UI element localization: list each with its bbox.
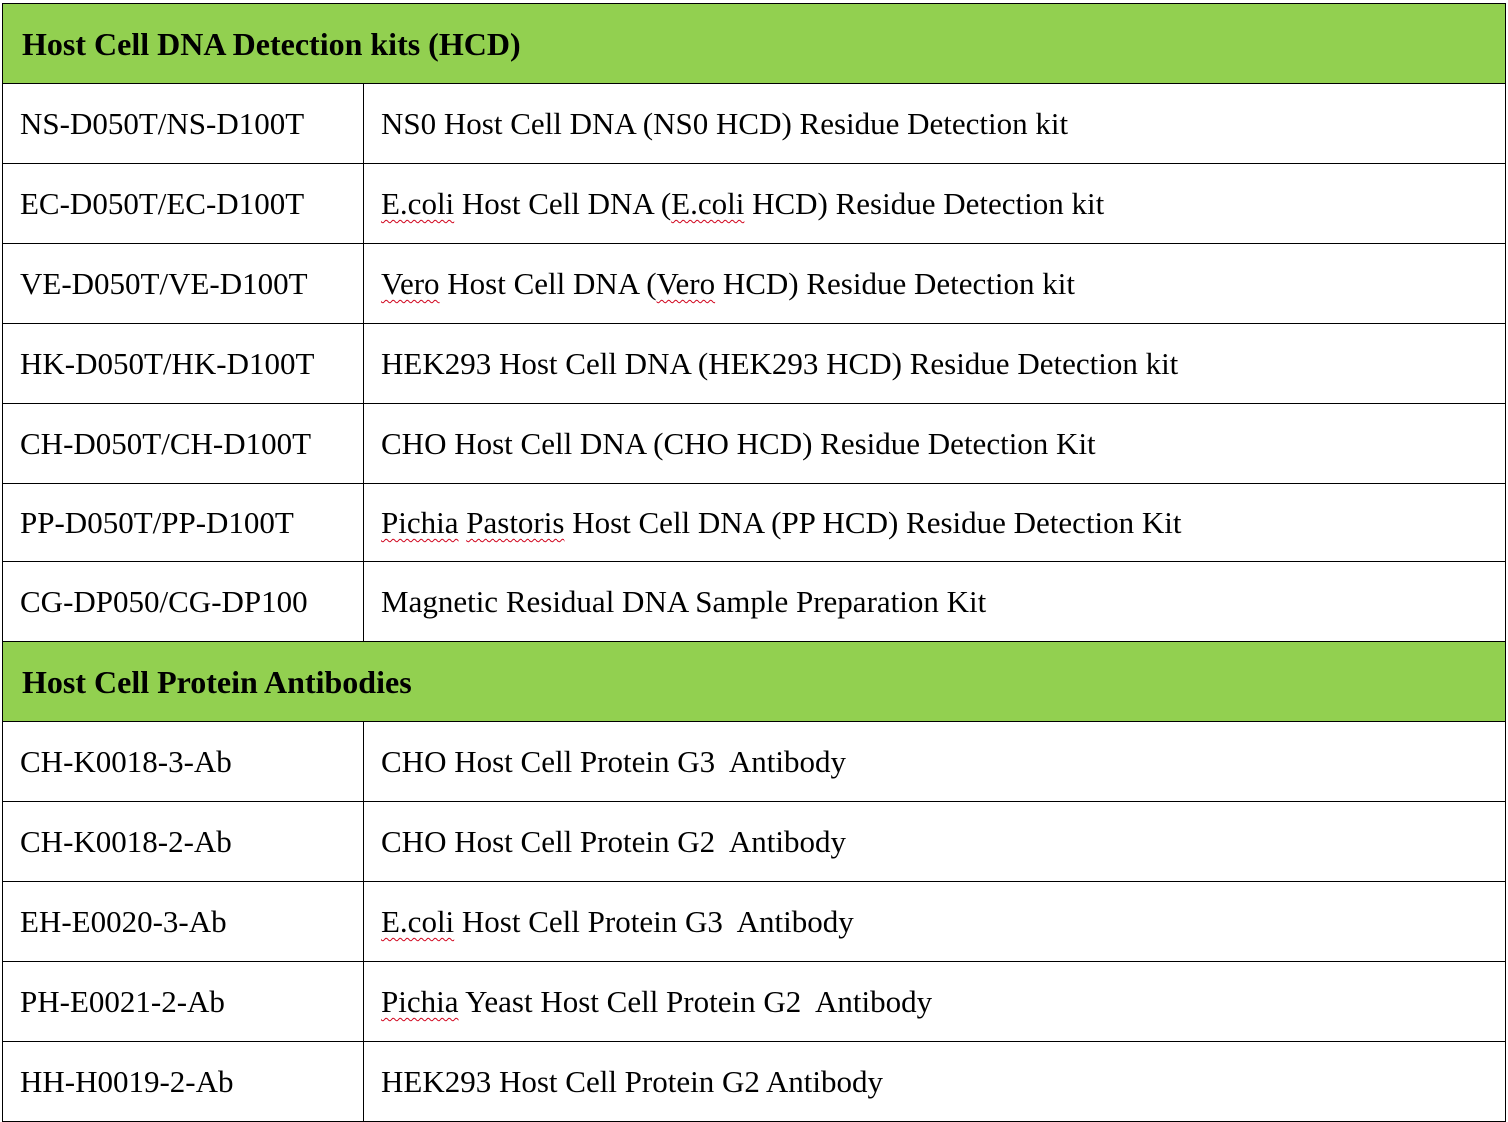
product-description-cell: E.coli Host Cell DNA (E.coli HCD) Residue Detection kit — [364, 164, 1506, 244]
table-row — [3, 484, 1506, 562]
product-description-cell: Vero Host Cell DNA (Vero HCD) Residue Detection kit — [364, 244, 1506, 324]
spellcheck-flagged-word: E.coli — [381, 186, 455, 221]
table-row — [3, 722, 1506, 802]
catalog-code-cell: EC-D050T/EC-D100T — [3, 164, 364, 244]
product-description-cell: HEK293 Host Cell DNA (HEK293 HCD) Residue Detection kit — [364, 324, 1506, 404]
section-header-row — [3, 642, 1506, 722]
catalog-code-cell: CH-K0018-2-Ab — [3, 802, 364, 882]
catalog-code-cell: EH-E0020-3-Ab — [3, 882, 364, 962]
product-description-cell: CHO Host Cell Protein G2 Antibody — [364, 802, 1506, 882]
table-row — [3, 164, 1506, 244]
table-row — [3, 562, 1506, 642]
catalog-code-cell: CG-DP050/CG-DP100 — [3, 562, 364, 642]
table-row — [3, 244, 1506, 324]
catalog-code-cell: PP-D050T/PP-D100T — [3, 484, 364, 562]
product-catalog-table — [2, 3, 1506, 1122]
product-description-cell: Pichia Pastoris Host Cell DNA (PP HCD) Residue Detection Kit — [364, 484, 1506, 562]
product-description-cell: CHO Host Cell DNA (CHO HCD) Residue Detection Kit — [364, 404, 1506, 484]
catalog-code-cell: NS-D050T/NS-D100T — [3, 84, 364, 164]
table-row — [3, 962, 1506, 1042]
product-description-cell: NS0 Host Cell DNA (NS0 HCD) Residue Detection kit — [364, 84, 1506, 164]
product-description-cell: Magnetic Residual DNA Sample Preparation Kit — [364, 562, 1506, 642]
product-description-cell: CHO Host Cell Protein G3 Antibody — [364, 722, 1506, 802]
table-row — [3, 1042, 1506, 1122]
table-row — [3, 404, 1506, 484]
product-description-cell: E.coli Host Cell Protein G3 Antibody — [364, 882, 1506, 962]
spellcheck-flagged-word: Vero — [656, 266, 716, 301]
spellcheck-flagged-word: Pichia — [381, 984, 459, 1019]
catalog-code-cell: CH-K0018-3-Ab — [3, 722, 364, 802]
section-title-hcd: Host Cell DNA Detection kits (HCD) — [3, 4, 1506, 84]
spellcheck-flagged-word: Pichia — [381, 505, 459, 540]
spellcheck-flagged-word: Vero — [381, 266, 440, 301]
spellcheck-flagged-word: Pastoris — [466, 505, 565, 540]
catalog-code-cell: CH-D050T/CH-D100T — [3, 404, 364, 484]
catalog-code-cell: HH-H0019-2-Ab — [3, 1042, 364, 1122]
spellcheck-flagged-word: E.coli — [671, 186, 745, 221]
spellcheck-flagged-word: E.coli — [381, 904, 455, 939]
table-row — [3, 84, 1506, 164]
table-row — [3, 882, 1506, 962]
catalog-code-cell: VE-D050T/VE-D100T — [3, 244, 364, 324]
table-row — [3, 324, 1506, 404]
table-row — [3, 802, 1506, 882]
product-description-cell: HEK293 Host Cell Protein G2 Antibody — [364, 1042, 1506, 1122]
section-header-row — [3, 4, 1506, 84]
section-title-hcp-antibodies: Host Cell Protein Antibodies — [3, 642, 1506, 722]
catalog-code-cell: PH-E0021-2-Ab — [3, 962, 364, 1042]
product-description-cell: Pichia Yeast Host Cell Protein G2 Antibody — [364, 962, 1506, 1042]
catalog-code-cell: HK-D050T/HK-D100T — [3, 324, 364, 404]
